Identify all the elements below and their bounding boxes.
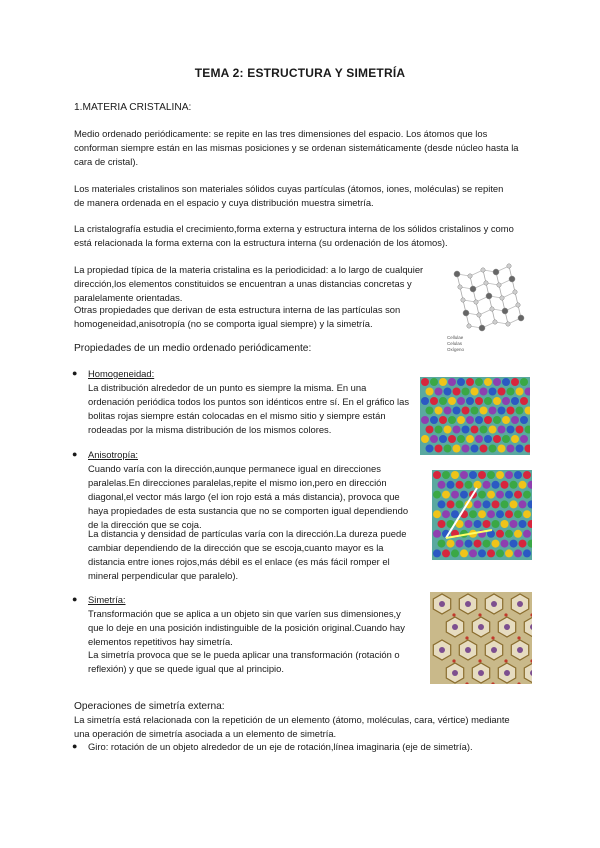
lattice-ion [480,426,488,434]
lattice-ion [523,549,531,557]
lattice-ion [451,510,459,518]
lattice-ion [505,530,513,538]
properties-heading: Propiedades de un medio ordenado periódicamente: [74,343,312,354]
homogeneidad-lattice-image [420,377,530,455]
lattice-ion [487,471,495,479]
lattice-ion [498,407,506,415]
crystal-legend [447,335,464,353]
lattice-ion [492,520,500,528]
crystal-atom [484,281,488,285]
lattice-ion [442,510,450,518]
crystal-atom [502,308,508,314]
lattice-ion [519,500,527,508]
lattice-ion [484,435,492,443]
anisotropia-text: Cuando varía con la dirección,aunque permanece igual en direcciones paralelas.En direcciones paralelas,repite el mismo ion,pero en dirección diagonal,el vector más largo (el ion rojo está a más distancia), provoca que haya propiedades de esta sustancia que no se comporten igual dependiendo de la dirección que se coja. [88,463,409,530]
lattice-ion [478,471,486,479]
anisotropia-lattice-image [432,470,532,560]
lattice-ion [514,510,522,518]
crystal-atom [513,290,517,294]
lattice-ion [453,445,461,453]
lattice-ion [511,378,519,386]
lattice-ion [456,500,464,508]
pattern-dot [478,659,481,662]
lattice-ion [501,520,509,528]
lattice-ion [466,416,474,424]
paragraph-periodicidad: La propiedad típica de la materia cristalina es la periodicidad: a lo largo de cualquier dirección,los elementos constituidos se encuentran a unas distancias concretas y paralelamente orientadas. [74,264,424,303]
pattern-center [517,601,523,607]
simetria-label: Simetría: [88,594,126,605]
pattern-center [452,624,458,630]
lattice-ion [451,491,459,499]
simetria-text: Transformación que se aplica a un objeto sin que varíen sus dimensiones,y que lo deje en una posición indistinguible de la posición original.Cuando hay elementos repetitivos hay simetría. [88,608,405,647]
lattice-ion [462,445,470,453]
lattice-ion [433,491,441,499]
crystal-atom [468,274,472,278]
lattice-ion [502,435,510,443]
lattice-ion [496,471,504,479]
lattice-ion [507,407,515,415]
lattice-ion [421,435,429,443]
lattice-ion [447,500,455,508]
lattice-ion [442,491,450,499]
lattice-ion [430,435,438,443]
lattice-ion [520,416,528,424]
lattice-ion [478,549,486,557]
lattice-ion [498,388,506,396]
pattern-dot [504,613,507,616]
pattern-dot [452,659,455,662]
lattice-ion [466,397,474,405]
pattern-center [491,601,497,607]
crystal-atom [470,286,476,292]
lattice-ion [475,435,483,443]
lattice-ion [460,491,468,499]
lattice-ion [462,388,470,396]
pattern-center [439,601,445,607]
lattice-ion [439,397,447,405]
lattice-ion [484,397,492,405]
lattice-ion [433,471,441,479]
lattice-ion [444,407,452,415]
pattern-dot [478,613,481,616]
lattice-ion [514,549,522,557]
operations-heading: Operaciones de simetría externa: [74,701,225,712]
crystal-atom [493,320,497,324]
lattice-ion [505,471,513,479]
crystal-atom [506,322,510,326]
simetria-text-2: La simetría provoca que se le pueda aplicar una transformación (rotación o reflexión) y que se quede igual que al principio. [88,649,400,674]
lattice-ion [520,397,528,405]
lattice-ion [426,407,434,415]
lattice-ion [498,445,506,453]
lattice-ion [457,397,465,405]
lattice-ion [438,500,446,508]
paragraph-medio-ordenado: Medio ordenado periódicamente: se repite en las tres dimensiones del espacio. Los átomos que los conforman siempre están en las mismas posiciones y se ordenan sistemáticamente (desde núcleo hasta la cara de cristal). [74,128,519,167]
lattice-ion [453,388,461,396]
lattice-ion [483,481,491,489]
lattice-ion [505,510,513,518]
pattern-center [478,670,484,676]
lattice-ion [487,491,495,499]
lattice-ion [523,471,531,479]
lattice-ion [457,435,465,443]
lattice-ion [457,416,465,424]
lattice-ion [466,435,474,443]
lattice-ion [510,481,518,489]
lattice-ion [519,481,527,489]
lattice-ion [502,416,510,424]
lattice-ion [523,491,531,499]
lattice-ion [442,549,450,557]
lattice-ion [421,416,429,424]
lattice-ion [493,416,501,424]
lattice-ion [483,500,491,508]
lattice-ion [469,549,477,557]
crystal-atom [474,300,478,304]
lattice-ion [501,500,509,508]
lattice-ion [496,549,504,557]
lattice-ion [492,540,500,548]
lattice-ion [510,500,518,508]
lattice-ion [474,520,482,528]
lattice-ion [480,388,488,396]
crystal-atom [486,293,492,299]
pattern-center [465,601,471,607]
lattice-ion [421,397,429,405]
lattice-ion [435,388,443,396]
crystal-atom [509,276,515,282]
lattice-ion [507,426,515,434]
lattice-ion [475,378,483,386]
lattice-ion [507,445,515,453]
lattice-ion [465,481,473,489]
lattice-ion [426,388,434,396]
lattice-ion [492,481,500,489]
crystal-atom [490,307,494,311]
lattice-ion [520,435,528,443]
lattice-ion [505,491,513,499]
homogeneidad-label: Homogeneidad: [88,368,155,379]
simetria-pattern-image [430,592,532,684]
crystal-atom [516,303,520,307]
lattice-ion [501,540,509,548]
lattice-ion [447,540,455,548]
lattice-ion [469,510,477,518]
lattice-ion [444,426,452,434]
lattice-ion [465,520,473,528]
lattice-ion [493,435,501,443]
lattice-ion [511,416,519,424]
lattice-ion [442,471,450,479]
crystal-atom [461,298,465,302]
lattice-ion [516,407,524,415]
crystal-atom [481,268,485,272]
lattice-ion [514,471,522,479]
bullet-marker: ● [72,741,78,751]
lattice-ion [462,426,470,434]
lattice-ion [465,540,473,548]
lattice-ion [471,407,479,415]
lattice-ion [471,388,479,396]
lattice-ion [451,471,459,479]
pattern-center [439,647,445,653]
lattice-ion [474,500,482,508]
anisotropia-label: Anisotropía: [88,449,139,460]
giro-text: Giro: rotación de un objeto alrededor de un eje de rotación,línea imaginaria (eje de simetría). [88,741,473,752]
lattice-ion [469,471,477,479]
lattice-ion [489,426,497,434]
lattice-ion [496,510,504,518]
lattice-ion [474,540,482,548]
lattice-ion [448,397,456,405]
paragraph-operaciones: La simetría está relacionada con la repetición de un elemento (átomo, moléculas, cara, vértice) mediante una operación de simetría asociada a un elemento de simetría. [74,714,510,739]
lattice-ion [430,397,438,405]
lattice-ion [448,378,456,386]
lattice-ion [435,426,443,434]
lattice-ion [519,540,527,548]
lattice-ion [520,378,528,386]
lattice-ion [433,549,441,557]
pattern-center [465,647,471,653]
lattice-ion [519,520,527,528]
lattice-ion [447,481,455,489]
lattice-ion [505,549,513,557]
lattice-ion [439,378,447,386]
lattice-ion [453,407,461,415]
lattice-ion [483,540,491,548]
legend-item: Oxígeno [447,347,465,352]
lattice-ion [478,510,486,518]
pattern-dot [491,636,494,639]
anisotropia-text-2: La distancia y densidad de partículas varía con la dirección.La dureza puede cambiar dependiendo de la dirección que se escoja,cuanto mayor es la distancia entre iones rojos,más débil es el enlace (es más fácil romper el mineral perpendicular que paralelo). [88,528,407,581]
lattice-ion [514,530,522,538]
lattice-ion [435,407,443,415]
lattice-ion [510,520,518,528]
pattern-center [452,670,458,676]
lattice-ion [510,540,518,548]
lattice-ion [475,397,483,405]
crystal-atom [477,313,481,317]
lattice-ion [430,378,438,386]
crystal-atom [497,283,501,287]
lattice-ion [492,500,500,508]
lattice-ion [451,549,459,557]
lattice-ion [489,407,497,415]
lattice-ion [439,435,447,443]
lattice-ion [426,426,434,434]
crystal-atom [518,315,524,321]
pattern-dot [452,613,455,616]
crystal-atom [507,264,511,268]
lattice-ion [483,520,491,528]
pattern-dot [504,659,507,662]
lattice-ion [448,435,456,443]
lattice-ion [444,445,452,453]
lattice-ion [484,378,492,386]
lattice-ion [487,549,495,557]
crystal-atom [458,285,462,289]
section-heading-materia-cristalina: 1.MATERIA CRISTALINA: [74,102,192,113]
lattice-ion [438,540,446,548]
bullet-marker: ● [72,368,78,378]
lattice-ion [523,510,531,518]
lattice-ion [493,397,501,405]
pattern-center [491,647,497,653]
crystal-atom [454,271,460,277]
lattice-ion [426,445,434,453]
lattice-ion [478,491,486,499]
crystal-atom [479,325,485,331]
lattice-ion [433,510,441,518]
crystal-atom [500,296,504,300]
lattice-ion [498,426,506,434]
lattice-ion [496,491,504,499]
legend-item: Celulas [447,341,463,346]
lattice-ion [460,549,468,557]
lattice-ion [523,530,531,538]
lattice-ion [493,378,501,386]
lattice-ion [453,426,461,434]
lattice-ion [489,388,497,396]
lattice-ion [462,407,470,415]
lattice-ion [456,481,464,489]
lattice-ion [457,378,465,386]
lattice-ion [480,407,488,415]
lattice-ion [484,416,492,424]
lattice-ion [430,416,438,424]
lattice-ion [480,445,488,453]
lattice-ion [475,416,483,424]
lattice-ion [496,530,504,538]
paragraph-cristalografia: La cristalografía estudia el crecimiento,forma externa y estructura interna de los sólidos cristalinos y como está relacionada la forma externa con la estructura interna (su ordenación de los átomos). [74,223,514,248]
lattice-ion [421,378,429,386]
crystal-atom [463,310,469,316]
bullet-marker: ● [72,594,78,604]
paragraph-materiales-cristalinos: Los materiales cristalinos son materiales sólidos cuyas partículas (átomos, iones, moléculas) se repiten de manera ordenada en el espacio y cuya distribución muestra simetría. [74,183,504,208]
bullet-marker: ● [72,449,78,459]
lattice-ion [501,481,509,489]
lattice-ion [444,388,452,396]
pattern-center [504,624,510,630]
lattice-ion [456,540,464,548]
lattice-ion [507,388,515,396]
crystal-atom [493,269,499,275]
pattern-dot [465,636,468,639]
lattice-ion [516,426,524,434]
lattice-ion [516,445,524,453]
lattice-ion [487,510,495,518]
lattice-ion [471,445,479,453]
lattice-ion [489,445,497,453]
lattice-ion [448,416,456,424]
lattice-ion [514,491,522,499]
lattice-ion [439,416,447,424]
lattice-ion [435,445,443,453]
lattice-ion [474,481,482,489]
lattice-ion [433,530,441,538]
lattice-ion [466,378,474,386]
pattern-dot [517,636,520,639]
lattice-ion [471,426,479,434]
lattice-ion [516,388,524,396]
lattice-ion [438,520,446,528]
homogeneidad-text: La distribución alrededor de un punto es siempre la misma. En una ordenación periódica todos los puntos son idénticos entre sí. En el gráfico las bolitas rojas siempre están colocadas en el mismo sitio y siempre están rodeadas por la misma distribución de los mismos colores. [88,382,410,435]
lattice-ion [502,378,510,386]
pattern-center [517,647,523,653]
crystal-atom [467,324,471,328]
lattice-ion [502,397,510,405]
pattern-center [478,624,484,630]
pattern-center [504,670,510,676]
lattice-ion [460,471,468,479]
legend-item: Cellulae [447,335,464,340]
lattice-ion [511,397,519,405]
page-title: TEMA 2: ESTRUCTURA Y SIMETRÍA [194,66,406,80]
paragraph-otras-propiedades: Otras propiedades que derivan de esta estructura interna de las partículas son homogeneidad,anisotropía (no se comporta igual siempre) y la simetría. [74,304,401,329]
lattice-ion [438,481,446,489]
lattice-ion [511,435,519,443]
